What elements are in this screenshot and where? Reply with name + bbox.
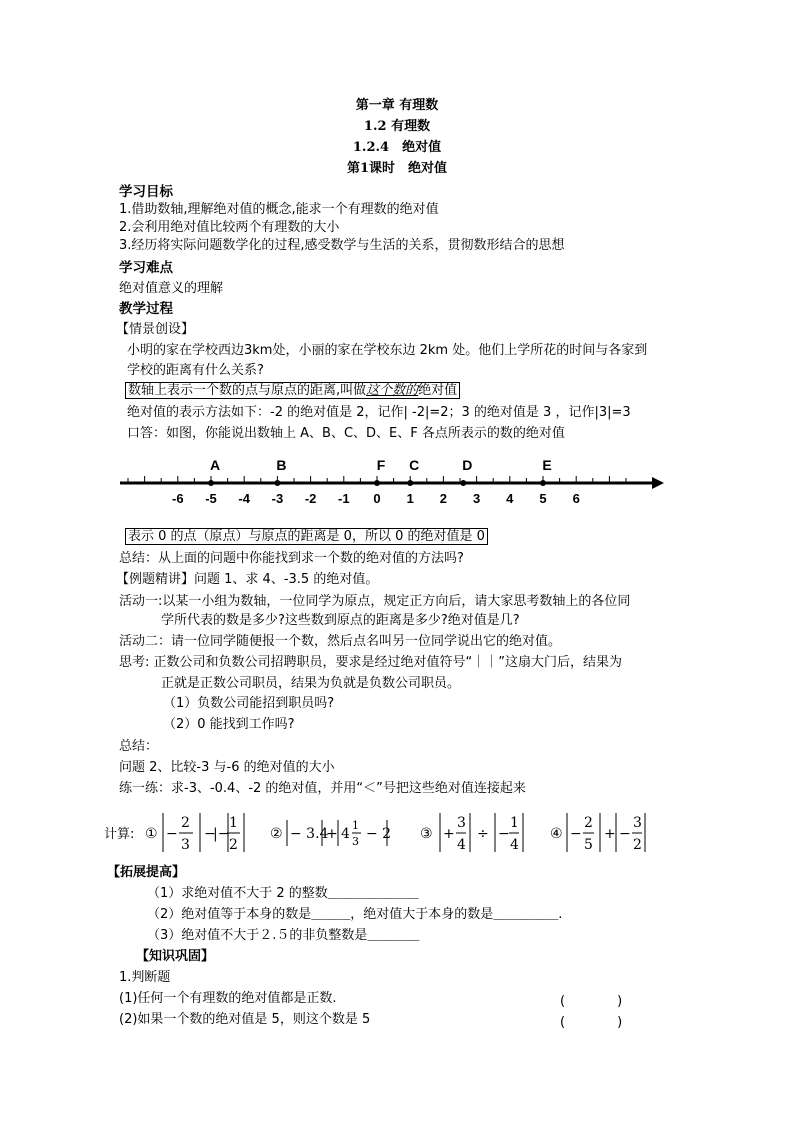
definition-line	[125, 382, 460, 400]
svg-text:− 3.4: − 3.4	[290, 826, 329, 842]
problem-2: 问题 2、比较-3 与-6 的绝对值的大小	[119, 760, 335, 775]
point-dot-f	[374, 480, 380, 486]
point-dot-d	[460, 480, 466, 486]
tick-label: -1	[338, 491, 350, 506]
difficulty-text: 绝对值意义的理解	[119, 281, 224, 296]
svg-text:−: −	[619, 826, 631, 842]
goal-2: 2.会利用绝对值比较两个有理数的大小	[119, 220, 340, 235]
point-dot-c	[407, 480, 413, 486]
example-heading: 【例题精讲】	[116, 572, 195, 587]
definition-box: 数轴上表示一个数的点与原点的距离,叫做这个数的绝对值	[125, 382, 460, 399]
number-line	[0, 448, 794, 518]
calc-num-4: ④	[550, 826, 563, 842]
summary-question: 总结：从上面的问题中你能找到求一个数的绝对值的方法吗?	[119, 551, 464, 566]
activity-2: 活动二：请一位同学随便报一个数，然后点名叫另一位同学说出它的绝对值。	[119, 634, 562, 649]
svg-text:2: 2	[584, 815, 593, 831]
judge-item-2: (2)如果一个数的绝对值是 5，则这个数是 5	[119, 1012, 371, 1027]
think-q1: （1）负数公司能招到职员吗?	[163, 696, 335, 711]
example-text: 问题 1、求 4、-3.5 的绝对值。	[194, 572, 379, 587]
svg-text:5: 5	[584, 837, 593, 853]
svg-text:1: 1	[229, 815, 238, 831]
point-dot-a	[208, 480, 214, 486]
point-label-a: A	[209, 457, 221, 473]
tick-label: -4	[238, 491, 250, 506]
extend-heading: 【拓展提高】	[107, 865, 186, 880]
tick-label: 2	[439, 491, 448, 506]
activity-1-a: 活动一:以某一小组为数轴，一位同学为原点，规定正方向后，请大家思考数轴上的各位同	[119, 594, 631, 609]
tick-label: -5	[205, 491, 217, 506]
tick-label: 5	[539, 491, 547, 506]
goal-3: 3.经历将实际问题数学化的过程,感受数学与生活的关系，贯彻数形结合的思想	[119, 238, 565, 253]
svg-text:+: +	[326, 826, 338, 842]
svg-text:2: 2	[229, 837, 238, 853]
extend-q3: （3）绝对值不大于２.５的非负整数是＿＿＿＿	[147, 928, 420, 943]
tick-label: 1	[406, 491, 414, 506]
svg-text:4: 4	[457, 837, 466, 853]
activity-1-b: 学所代表的数是多少?这些数到原点的距离是多少?绝对值是几?	[161, 613, 520, 628]
calc-num-1: ①	[145, 826, 158, 842]
judge-item-1: (1)任何一个有理数的绝对值都是正数.	[119, 991, 337, 1006]
extend-q2: （2）绝对值等于本身的数是＿＿＿，绝对值大于本身的数是＿＿＿＿＿.	[147, 907, 563, 922]
tick-label: -3	[271, 491, 284, 506]
judge-heading: 1.判断题	[119, 970, 171, 985]
svg-text:+: +	[604, 826, 616, 842]
think-b: 正就是正数公司职员，结果为负就是负数公司职员。	[161, 676, 461, 691]
notation-line: 绝对值的表示方法如下：-2 的绝对值是 2，记作| -2|=2；3 的绝对值是 3 ，记作|3|=3	[127, 405, 631, 420]
origin-note-line	[125, 528, 488, 546]
oral-question: 口答：如图，你能说出数轴上 A、B、C、D、E、F 各点所表示的数的绝对值	[127, 426, 565, 441]
svg-text:−: −	[204, 826, 216, 842]
calc-num-3: ③	[420, 826, 433, 842]
example-line	[116, 571, 378, 589]
tick-label: 3	[472, 491, 481, 506]
scenario-line-1: 小明的家在学校西边3km处，小丽的家在学校东边 2km 处。他们上学所花的时间与各家到	[127, 343, 648, 358]
tick-label: -6	[172, 491, 184, 506]
lesson-title: 第1课时 绝对值	[346, 161, 448, 176]
origin-note: 表示 0 的点（原点）与原点的距离是 0，所以 0 的绝对值是 0	[125, 528, 488, 545]
tick-label: 4	[506, 491, 514, 506]
tick-label: 6	[572, 491, 580, 506]
extend-q1: （1）求绝对值不大于 2 的整数＿＿＿＿＿＿＿	[147, 886, 419, 901]
svg-text:−: −	[166, 826, 178, 842]
point-label-f: F	[376, 457, 386, 473]
point-label-c: C	[409, 457, 420, 473]
scenario-heading: 【情景创设】	[116, 322, 195, 337]
svg-text:|−: |−	[213, 826, 230, 842]
tick-label: 0	[373, 491, 381, 506]
think-q2: （2）0 能找到工作吗?	[163, 717, 295, 732]
svg-text:3: 3	[181, 837, 190, 853]
point-label-b: B	[276, 457, 287, 473]
svg-text:2: 2	[633, 837, 642, 853]
number-line-arrow	[652, 477, 664, 489]
svg-text:3: 3	[633, 815, 642, 831]
consolidate-heading: 【知识巩固】	[136, 949, 215, 964]
think-a: 思考: 正数公司和负数公司招聘职员，要求是经过绝对值符号“｜｜”这扇大门后，结果为	[119, 655, 622, 670]
answer-parens-2[interactable]: ( )	[560, 1015, 623, 1030]
calc-num-2: ②	[270, 826, 283, 842]
svg-text:3: 3	[352, 835, 359, 848]
goals-heading: 学习目标	[119, 184, 173, 200]
point-label-d: D	[462, 457, 473, 473]
calculation-row	[0, 802, 794, 864]
svg-text:1: 1	[352, 819, 359, 832]
practice: 练一练：求-3、-0.4、-2 的绝对值，并用“＜”号把这些绝对值连接起来	[119, 781, 526, 796]
svg-text:− 2: − 2	[366, 826, 392, 842]
svg-text:−: −	[498, 826, 510, 842]
point-dot-e	[540, 480, 546, 486]
process-heading: 教学过程	[119, 301, 173, 317]
tick-label: -2	[304, 491, 317, 506]
summary-2: 总结：	[119, 739, 159, 754]
point-label-e: E	[542, 457, 552, 473]
subsection-title: 1.2.4 绝对值	[352, 140, 442, 155]
point-dot-b	[274, 480, 280, 486]
scenario-line-2: 学校的距离有什么关系?	[127, 363, 264, 378]
chapter-title: 第一章 有理数	[355, 98, 439, 113]
svg-text:3: 3	[457, 815, 466, 831]
svg-text:2: 2	[181, 815, 190, 831]
svg-text:4: 4	[510, 837, 519, 853]
difficulty-heading: 学习难点	[119, 260, 173, 276]
svg-text:1: 1	[510, 815, 519, 831]
calc-label: 计算:	[104, 827, 135, 842]
svg-text:÷: ÷	[477, 826, 489, 842]
goal-1: 1.借助数轴,理解绝对值的概念,能求一个有理数的绝对值	[119, 202, 439, 217]
svg-text:4: 4	[341, 826, 350, 842]
svg-text:+: +	[443, 826, 455, 842]
answer-parens-1[interactable]: ( )	[560, 994, 623, 1009]
section-title: 1.2 有理数	[363, 119, 431, 134]
svg-text:−: −	[570, 826, 582, 842]
